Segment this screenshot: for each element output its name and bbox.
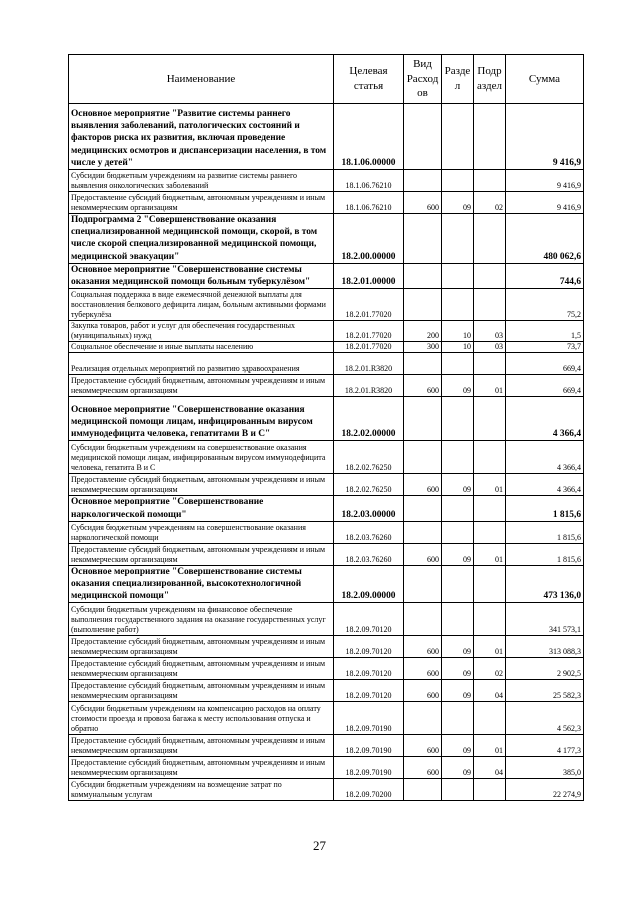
row-sum: 473 136,0 (506, 565, 584, 603)
row-name: Предоставление субсидий бюджетным, автономным учреждениям и иным некоммерческим организациям (69, 474, 334, 496)
row-name: Основное мероприятие "Развитие системы раннего выявления заболеваний, патологических состояний и факторов риска их развития, включая проведение медицинских осмотров и диспансеризации населения, в том числе у детей" (69, 104, 334, 170)
row-expense-type (404, 521, 442, 543)
row-sum: 341 573,1 (506, 603, 584, 636)
row-section (442, 214, 474, 264)
row-expense-type (404, 104, 442, 170)
row-section (442, 702, 474, 735)
row-target-article: 18.2.09.70190 (334, 735, 404, 757)
row-section (442, 397, 474, 441)
table-row (69, 496, 584, 521)
page-number: 27 (313, 838, 326, 853)
row-subsection: 01 (474, 474, 506, 496)
row-section (442, 263, 474, 288)
table-row (69, 321, 584, 342)
row-section: 09 (442, 636, 474, 658)
row-sum: 75,2 (506, 289, 584, 321)
table-row (69, 397, 584, 441)
row-name: Предоставление субсидий бюджетным, автономным учреждениям и иным некоммерческим организациям (69, 757, 334, 779)
row-target-article: 18.2.09.70200 (334, 779, 404, 801)
row-expense-type: 600 (404, 735, 442, 757)
table-row (69, 192, 584, 214)
row-name: Субсидии бюджетным учреждениям на возмещение затрат по коммунальным услугам (69, 779, 334, 801)
row-expense-type (404, 353, 442, 375)
row-name: Основное мероприятие "Совершенствование системы оказания специализированной, высокотехнологичной медицинской помощи" (69, 565, 334, 603)
row-target-article: 18.2.03.76260 (334, 521, 404, 543)
row-expense-type: 600 (404, 543, 442, 565)
row-subsection (474, 779, 506, 801)
row-subsection: 03 (474, 321, 506, 342)
row-subsection: 02 (474, 658, 506, 680)
row-subsection (474, 565, 506, 603)
table-row (69, 441, 584, 474)
row-expense-type (404, 397, 442, 441)
row-sum: 2 902,5 (506, 658, 584, 680)
row-sum: 4 562,3 (506, 702, 584, 735)
row-subsection: 04 (474, 680, 506, 702)
row-target-article: 18.2.02.76250 (334, 474, 404, 496)
row-section (442, 104, 474, 170)
row-subsection (474, 214, 506, 264)
row-sum: 744,6 (506, 263, 584, 288)
row-name: Социальная поддержка в виде ежемесячной денежной выплаты для восстановления белкового дефицита лицам, больным активными формами туберкулёза (69, 289, 334, 321)
row-subsection: 01 (474, 543, 506, 565)
row-target-article: 18.2.03.76260 (334, 543, 404, 565)
row-sum: 4 366,4 (506, 474, 584, 496)
row-target-article: 18.1.06.76210 (334, 192, 404, 214)
row-name: Предоставление субсидий бюджетным, автономным учреждениям и иным некоммерческим организациям (69, 735, 334, 757)
row-expense-type (404, 289, 442, 321)
budget-table (68, 54, 584, 801)
table-row (69, 702, 584, 735)
row-target-article: 18.2.01.77020 (334, 342, 404, 353)
row-target-article: 18.1.06.76210 (334, 170, 404, 192)
row-subsection: 01 (474, 636, 506, 658)
row-target-article: 18.2.01.00000 (334, 263, 404, 288)
row-expense-type (404, 496, 442, 521)
row-sum: 4 366,4 (506, 441, 584, 474)
table-row (69, 214, 584, 264)
row-subsection (474, 353, 506, 375)
table-row (69, 680, 584, 702)
row-name: Социальное обеспечение и иные выплаты населению (69, 342, 334, 353)
row-section: 09 (442, 735, 474, 757)
row-subsection (474, 603, 506, 636)
table-row (69, 603, 584, 636)
row-section (442, 565, 474, 603)
row-subsection (474, 521, 506, 543)
row-subsection (474, 702, 506, 735)
row-section: 09 (442, 543, 474, 565)
row-sum: 669,4 (506, 375, 584, 397)
row-expense-type (404, 565, 442, 603)
row-name: Субсидия бюджетным учреждениям на совершенствование оказания наркологической помощи (69, 521, 334, 543)
row-expense-type: 600 (404, 680, 442, 702)
row-sum: 9 416,9 (506, 170, 584, 192)
row-section (442, 289, 474, 321)
table-row (69, 565, 584, 603)
row-target-article: 18.2.03.00000 (334, 496, 404, 521)
row-section (442, 496, 474, 521)
row-subsection: 02 (474, 192, 506, 214)
row-expense-type: 600 (404, 757, 442, 779)
row-expense-type: 600 (404, 375, 442, 397)
row-target-article: 18.2.09.70120 (334, 680, 404, 702)
row-name: Основное мероприятие "Совершенствование системы оказания медицинской помощи больным туберкулёзом" (69, 263, 334, 288)
row-name: Реализация отдельных мероприятий по развитию здравоохранения (69, 353, 334, 375)
row-expense-type (404, 779, 442, 801)
header-row (69, 55, 584, 104)
row-target-article: 18.2.01.77020 (334, 289, 404, 321)
header-name: Наименование (69, 55, 334, 104)
row-expense-type: 300 (404, 342, 442, 353)
header-section: Разде л (442, 55, 474, 104)
row-sum: 480 062,6 (506, 214, 584, 264)
row-name: Предоставление субсидий бюджетным, автономным учреждениям и иным некоммерческим организациям (69, 658, 334, 680)
row-sum: 25 582,3 (506, 680, 584, 702)
row-section: 09 (442, 375, 474, 397)
row-name: Субсидии бюджетным учреждениям на совершенствование оказания медицинской помощи лицам, инфицированным вирусом иммунодефицита человека, гепатита В и С (69, 441, 334, 474)
table-row (69, 658, 584, 680)
table-row (69, 353, 584, 375)
row-sum: 22 274,9 (506, 779, 584, 801)
row-name: Предоставление субсидий бюджетным, автономным учреждениям и иным некоммерческим организациям (69, 680, 334, 702)
row-name: Основное мероприятие "Совершенствование оказания медицинской помощи лицам, инфицированным вирусом иммунодефицита человека, гепатитами В и С" (69, 397, 334, 441)
row-sum: 1 815,6 (506, 496, 584, 521)
row-sum: 1,5 (506, 321, 584, 342)
row-target-article: 18.2.01.R3820 (334, 375, 404, 397)
row-expense-type: 200 (404, 321, 442, 342)
row-section: 09 (442, 474, 474, 496)
row-subsection (474, 496, 506, 521)
row-section (442, 521, 474, 543)
row-sum: 73,7 (506, 342, 584, 353)
row-target-article: 18.2.09.70190 (334, 702, 404, 735)
row-expense-type (404, 170, 442, 192)
table-row (69, 757, 584, 779)
row-expense-type: 600 (404, 636, 442, 658)
row-expense-type: 600 (404, 658, 442, 680)
row-sum: 669,4 (506, 353, 584, 375)
row-section: 10 (442, 342, 474, 353)
row-target-article: 18.2.09.70120 (334, 603, 404, 636)
header-target-article: Целевая статья (334, 55, 404, 104)
table-row (69, 263, 584, 288)
row-subsection: 01 (474, 735, 506, 757)
row-sum: 4 366,4 (506, 397, 584, 441)
row-name: Предоставление субсидий бюджетным, автономным учреждениям и иным некоммерческим организациям (69, 636, 334, 658)
row-expense-type: 600 (404, 192, 442, 214)
row-target-article: 18.2.01.77020 (334, 321, 404, 342)
row-target-article: 18.2.02.76250 (334, 441, 404, 474)
row-target-article: 18.2.09.70120 (334, 658, 404, 680)
row-expense-type (404, 702, 442, 735)
table-row (69, 170, 584, 192)
row-target-article: 18.1.06.00000 (334, 104, 404, 170)
table-row (69, 521, 584, 543)
header-subsection: Подр аздел (474, 55, 506, 104)
row-subsection (474, 397, 506, 441)
row-subsection (474, 263, 506, 288)
row-subsection (474, 441, 506, 474)
row-sum: 4 177,3 (506, 735, 584, 757)
row-name: Субсидии бюджетным учреждениям на финансовое обеспечение выполнения государственного задания на оказание государственных услуг (выполнение работ) (69, 603, 334, 636)
header-sum: Сумма (506, 55, 584, 104)
row-subsection (474, 170, 506, 192)
table-row (69, 289, 584, 321)
row-name: Предоставление субсидий бюджетным, автономным учреждениям и иным некоммерческим организациям (69, 543, 334, 565)
row-target-article: 18.2.00.00000 (334, 214, 404, 264)
header-expense-type: Вид Расход ов (404, 55, 442, 104)
table-row (69, 779, 584, 801)
row-subsection: 01 (474, 375, 506, 397)
row-section: 09 (442, 680, 474, 702)
row-section (442, 441, 474, 474)
row-name: Субсидии бюджетным учреждениям на компенсацию расходов на оплату стоимости проезда и провоза багажа к месту использования отпуска и обратно (69, 702, 334, 735)
row-subsection: 03 (474, 342, 506, 353)
row-name: Основное мероприятие "Совершенствование наркологической помощи" (69, 496, 334, 521)
row-subsection: 04 (474, 757, 506, 779)
row-section: 09 (442, 757, 474, 779)
row-name: Предоставление субсидий бюджетным, автономным учреждениям и иным некоммерческим организациям (69, 375, 334, 397)
row-subsection (474, 289, 506, 321)
table-row (69, 375, 584, 397)
row-section (442, 170, 474, 192)
row-name: Закупка товаров, работ и услуг для обеспечения государственных (муниципальных) нужд (69, 321, 334, 342)
table-row (69, 735, 584, 757)
row-name: Подпрограмма 2 "Совершенствование оказания специализированной медицинской помощи, скорой, в том числе скорой специализированной медицинской помощи, медицинской эвакуации" (69, 214, 334, 264)
table-row (69, 104, 584, 170)
row-section: 09 (442, 658, 474, 680)
row-target-article: 18.2.09.00000 (334, 565, 404, 603)
row-section (442, 603, 474, 636)
row-expense-type (404, 214, 442, 264)
row-section: 10 (442, 321, 474, 342)
row-sum: 385,0 (506, 757, 584, 779)
row-expense-type: 600 (404, 474, 442, 496)
row-target-article: 18.2.09.70190 (334, 757, 404, 779)
table-row (69, 342, 584, 353)
row-target-article: 18.2.02.00000 (334, 397, 404, 441)
table-row (69, 474, 584, 496)
row-expense-type (404, 263, 442, 288)
row-name: Предоставление субсидий бюджетным, автономным учреждениям и иным некоммерческим организациям (69, 192, 334, 214)
row-name: Субсидии бюджетным учреждениям на развитие системы раннего выявления онкологических заболеваний (69, 170, 334, 192)
row-section (442, 353, 474, 375)
row-subsection (474, 104, 506, 170)
row-expense-type (404, 603, 442, 636)
row-sum: 9 416,9 (506, 104, 584, 170)
row-sum: 313 088,3 (506, 636, 584, 658)
table-row (69, 543, 584, 565)
row-expense-type (404, 441, 442, 474)
row-target-article: 18.2.09.70120 (334, 636, 404, 658)
row-sum: 1 815,6 (506, 521, 584, 543)
row-target-article: 18.2.01.R3820 (334, 353, 404, 375)
table-row (69, 636, 584, 658)
row-sum: 9 416,9 (506, 192, 584, 214)
row-section (442, 779, 474, 801)
row-sum: 1 815,6 (506, 543, 584, 565)
row-section: 09 (442, 192, 474, 214)
